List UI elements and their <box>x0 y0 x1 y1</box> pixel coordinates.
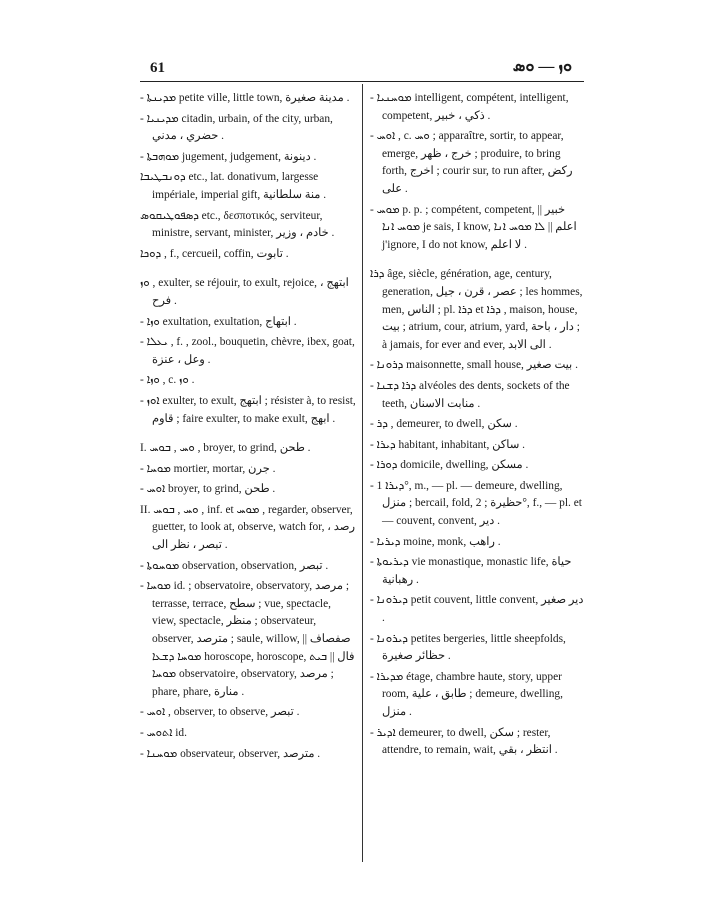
left-column <box>140 90 356 766</box>
dictionary-entry: ܕܣܦܘܛܝܩܘܣ etc., δεσποτικός, serviteur, ministre, servant, minister, خادم ، وزير . <box>140 209 335 240</box>
dictionary-entry: - ܕܝܪܐ 1°, m., — pl. — demeure, dwelling, منزل ; bercail, fold, حظيرة ; 2°, f., — pl. et — couvent, convent, دير . <box>370 479 582 528</box>
dictionary-entry: - ܕܪܐ ܕܫܢܐ alvéoles des dents, sockets of the teeth, منابت الاسنان . <box>370 379 570 410</box>
dictionary-entry: - ܡܘܚܘܬܐ observation, observation, تبصر . <box>140 559 329 572</box>
dictionary-entry: I. ܘܚ , ܒܘܚ , broyer, to grind, طحن . <box>140 442 311 455</box>
page-header <box>140 56 584 80</box>
dictionary-entry: - ܡܘܚܢܝܐ intelligent, compétent, intelligent, competent, ذكي ، خبير . <box>370 92 569 122</box>
right-column <box>370 90 586 763</box>
dictionary-entry: ܕܘܟܐ , f., cercueil, coffin, تابوت . <box>140 247 289 260</box>
dictionary-entry: - ܡܘܚܐ mortier, mortar, جرن . <box>140 462 276 475</box>
dictionary-entry: - ܐܘܚ broyer, to grind, طحن . <box>140 483 276 496</box>
dictionary-entry: - ܕܝܪܐ habitant, inhabitant, ساكن . <box>370 438 525 451</box>
dictionary-entry: - ܕܝܪܘܢܐ petit couvent, little convent, دير صغير . <box>370 594 584 625</box>
dictionary-entry: - ܕܪ , demeurer, to dwell, سكن . <box>370 418 518 431</box>
dictionary-entry: - ܕܝܪܝܐ moine, monk, راهب . <box>370 535 501 548</box>
page-number: 61 <box>150 60 165 76</box>
dictionary-entry: - ܡܘܚ p. p. ; compétent, competent, خبير || ܡܘܚ ܐܢܐ je sais, I know, اعلم || ܠܐ ܡܘܚ ܐܢܐ j'ignore, I do not know, لا اعلم . <box>370 203 577 251</box>
header-rule <box>140 81 584 82</box>
dictionary-entry: - ܕܘܪܐ domicile, dwelling, مسكن . <box>370 459 529 472</box>
dictionary-entry: II. ܘܚ , ܒܘܚ , inf. et ܡܘܚ , regarder, observer, guetter, to look at, observe, watch for, رصد ، تبصر ، نظر الى . <box>140 503 355 552</box>
running-head: ܘܙ — ܘܣ <box>512 58 572 75</box>
dictionary-entry: - ܕܝܪܝܘܬܐ vie monastique, monastic life, حياة رهبانية . <box>370 556 572 586</box>
dictionary-entry: - ܡܘܚܢܐ observateur, observer, مترصد . <box>140 747 321 760</box>
dictionary-entry: - ܕܪܘܢܐ maisonnette, small house, بيت صغير . <box>370 359 578 372</box>
dictionary-entry: - ܐܬܘܚ id. <box>140 727 187 739</box>
dictionary-entry: - ܡܕܝܪܐ étage, chambre haute, story, upper room, طابق ، علية ; demeure, dwelling, منزل . <box>370 670 563 718</box>
dictionary-entry: - ܘܙܐ exultation, exultation, ابتهاج . <box>140 315 297 328</box>
dictionary-entry: - ܐܕܝܪ demeurer, to dwell, سكن ; rester, attendre, to remain, wait, انتظر ، بقي . <box>370 726 558 757</box>
dictionary-entry: - ܐܘܚ , observer, to observe, تبصر . <box>140 706 300 719</box>
dictionary-entry: - ܡܕܝܢܝܐ citadin, urbain, of the city, urban, حضري ، مدني . <box>140 112 333 143</box>
dictionary-entry: ܕܘܢܒܛܝܒܐ etc., lat. donativum, largesse impériale, imperial gift, منة سلطانية . <box>140 171 327 201</box>
dictionary-entry: - ܐܘܚ , c. ܘܚ ; apparaître, sortir, to appear, emerge, خرج ، ظهر ; produire, to bring forth, اخرج ; courir sur, to run after, ركض على . <box>370 130 573 195</box>
dictionary-entry: - ܘܙܐ , c. ܘܙ . <box>140 374 195 387</box>
dictionary-entry: - ܡܕܝܢܬܐ petite ville, little town, مدينة صغيرة . <box>140 92 350 104</box>
dictionary-entry: - ܡܘܚܐ id. ; observatoire, observatory, مرصد ; terrasse, terrace, سطح ; vue, spectacle, view, spectacle, منظر ; observateur, observer, مترصد ; saule, willow, صفصاف || ܡܘܚܐ ܕܫܥܐ horoscope, horoscope, فال || ܒܝܬ ܡܘܚܐ observatoire, observatory, مرصد ; phare, phare, منارة . <box>140 580 355 698</box>
dictionary-entry: ܘܙ , exulter, se réjouir, to exult, rejoice, ابتهج ، فرح . <box>140 277 349 307</box>
dictionary-entry: ܕܪܐ âge, siècle, génération, age, century, generation, عصر ، قرن ، جيل ; les hommes, men, الناس ; pl. ܕܪܐ et ܕܪܐ , maison, house, بيت ; atrium, cour, atrium, yard, دار ، باحة ; à jamais, for ever and ever, الى الابد . <box>370 268 583 351</box>
dictionary-entry: - ܝܥܠܐ , f. , zool., bouquetin, chèvre, ibex, goat, وعل ، عنزة . <box>140 336 355 366</box>
dictionary-entry: - ܕܝܪܘܢܐ petites bergeries, little sheepfolds, حظائر صغيرة . <box>370 632 566 663</box>
column-divider <box>362 84 363 862</box>
dictionary-entry: - ܐܘܙ exulter, to exult, ابتهج ; résister à, to resist, قاوم ; faire exulter, to make exult, ابهج . <box>140 394 356 425</box>
dictionary-entry: - ܡܘܗܒܬܐ jugement, judgement, دينونة . <box>140 150 317 163</box>
